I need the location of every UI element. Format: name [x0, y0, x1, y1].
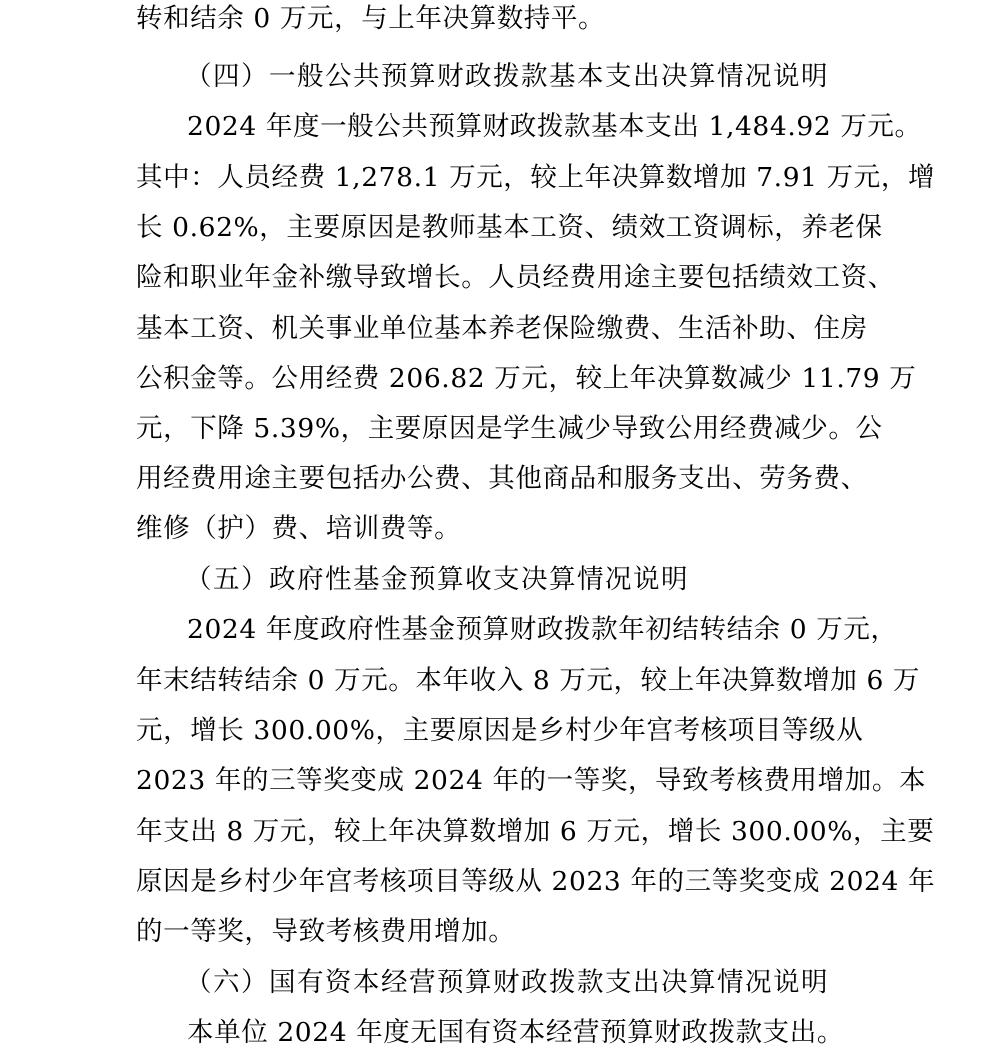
text-line: 基本工资、机关事业单位基本养老保险缴费、生活补助、住房 — [136, 313, 868, 344]
text-line: 公积金等。公用经费 206.82 万元，较上年决算数减少 11.79 万 — [136, 363, 917, 394]
text-line: 转和结余 0 万元，与上年决算数持平。 — [136, 3, 606, 34]
text-line: 2023 年的三等奖变成 2024 年的一等奖，导致考核费用增加。本 — [136, 765, 927, 796]
section-heading-6: （六）国有资本经营预算财政拨款支出决算情况说明 — [185, 967, 829, 998]
paragraph-start: 本单位 2024 年度无国有资本经营预算财政拨款支出。 — [187, 1017, 844, 1048]
text-line: 险和职业年金补缴导致增长。人员经费用途主要包括绩效工资、 — [136, 262, 895, 293]
text-line: 年支出 8 万元，较上年决算数增加 6 万元，增长 300.00%，主要 — [136, 816, 935, 847]
section-heading-5: （五）政府性基金预算收支决算情况说明 — [185, 564, 689, 595]
text-line: 长 0.62%，主要原因是教师基本工资、绩效工资调标，养老保 — [136, 212, 883, 243]
text-line: 的一等奖，导致考核费用增加。 — [136, 916, 516, 947]
text-line: 年末结转结余 0 万元。本年收入 8 万元，较上年决算数增加 6 万 — [136, 665, 921, 696]
section-heading-4: （四）一般公共预算财政拨款基本支出决算情况说明 — [185, 61, 829, 92]
text-line: 用经费用途主要包括办公费、其他商品和服务支出、劳务费、 — [136, 463, 868, 494]
text-line: 元，下降 5.39%，主要原因是学生减少导致公用经费减少。公 — [136, 413, 883, 444]
text-line: 其中：人员经费 1,278.1 万元，较上年决算数增加 7.91 万元，增 — [136, 162, 936, 193]
text-line: 维修（护）费、培训费等。 — [136, 513, 462, 544]
text-line: 元，增长 300.00%，主要原因是乡村少年宫考核项目等级从 — [136, 715, 864, 746]
paragraph-start: 2024 年度政府性基金预算财政拨款年初结转结余 0 万元， — [187, 614, 898, 645]
paragraph-start: 2024 年度一般公共预算财政拨款基本支出 1,484.92 万元。 — [187, 111, 922, 142]
text-line: 原因是乡村少年宫考核项目等级从 2023 年的三等奖变成 2024 年 — [136, 866, 936, 897]
